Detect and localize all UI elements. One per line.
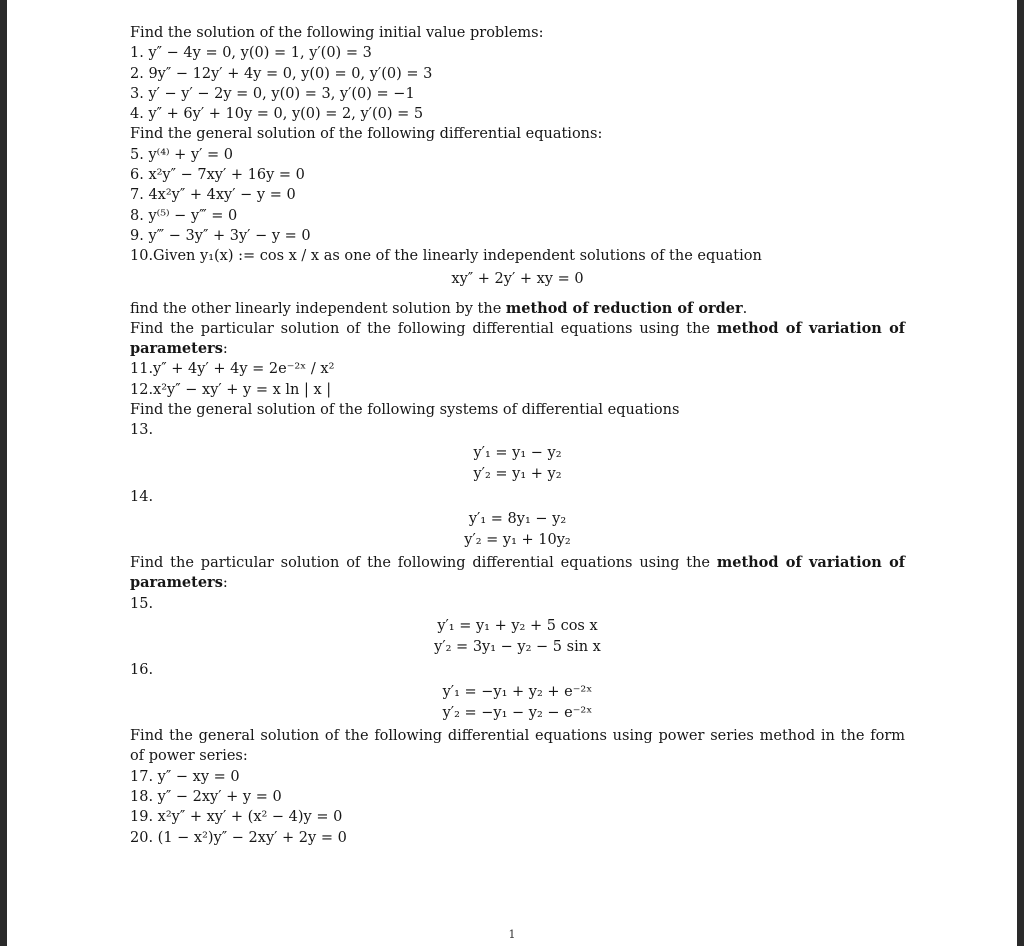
document-page [130, 23, 905, 848]
problem-5: 5. y⁽⁴⁾ + y′ = 0 [130, 146, 234, 163]
right-page-edge [1017, 0, 1024, 946]
problem-19: 19. x²y″ + xy′ + (x² − 4)y = 0 [130, 809, 343, 826]
problem-3: 3. y′ − y′ − 2y = 0, y(0) = 3, y′(0) = −1 [130, 85, 415, 102]
problem-14-equation-1: y′₁ = 8y₁ − y₂ [468, 510, 567, 527]
variation-of-parameters-emphasis: method of variation of parameters [130, 319, 906, 358]
intro-vop-text: Find the particular solution of the following differential equations using the [130, 320, 710, 337]
problem-2: 2. 9y″ − 12y′ + 4y = 0, y(0) = 0, y′(0) = 3 [130, 65, 433, 82]
problem-10-statement: 10.Given y₁(x) := cos x / x as one of the linearly independent solutions of the equation [130, 248, 762, 265]
problem-16-label: 16. [130, 661, 154, 678]
problem-14-label: 14. [130, 488, 154, 505]
reduction-of-order-emphasis: method of reduction of order [505, 299, 743, 317]
problem-16-equation-2: y′₂ = −y₁ − y₂ − e⁻²ˣ [442, 705, 593, 722]
problem-1: 1. y″ − 4y = 0, y(0) = 1, y′(0) = 3 [130, 45, 372, 62]
problem-13-label: 13. [130, 422, 154, 439]
problem-8: 8. y⁽⁵⁾ − y‴ = 0 [130, 207, 238, 224]
problem-14-equation-2: y′₂ = y₁ + 10y₂ [464, 531, 571, 548]
problem-16-system [130, 680, 905, 726]
variation-of-parameters-emphasis-2: method of variation of parameters [130, 553, 906, 592]
problem-15-equation-2: y′₂ = 3y₁ − y₂ − 5 sin x [434, 638, 601, 655]
problem-10-period: . [742, 300, 748, 317]
problem-16-equation-1: y′₁ = −y₁ + y₂ + e⁻²ˣ [442, 684, 593, 701]
left-page-edge [0, 0, 7, 946]
problem-9: 9. y‴ − 3y″ + 3y′ − y = 0 [130, 227, 311, 244]
intro-variation-of-parameters-2 [130, 553, 905, 594]
intro-systems: Find the general solution of the following systems of differential equations [130, 402, 680, 419]
problem-7: 7. 4x²y″ + 4xy′ − y = 0 [130, 187, 296, 204]
problem-10-instruction-text: find the other linearly independent solution by the [130, 300, 502, 317]
problem-18: 18. y″ − 2xy′ + y = 0 [130, 789, 282, 806]
problem-17: 17. y″ − xy = 0 [130, 768, 240, 785]
problem-6: 6. x²y″ − 7xy′ + 16y = 0 [130, 167, 305, 184]
intro-initial-value-problems: Find the solution of the following initial value problems: [130, 25, 544, 41]
problem-15-equation-1: y′₁ = y₁ + y₂ + 5 cos x [437, 617, 598, 634]
problem-11: 11.y″ + 4y′ + 4y = 2e⁻²ˣ / x² [130, 361, 335, 378]
intro-vop2-text: Find the particular solution of the following differential equations using the [130, 554, 710, 571]
problem-14-system [130, 507, 905, 553]
problem-4: 4. y″ + 6y′ + 10y = 0, y(0) = 2, y′(0) = 5 [130, 106, 424, 123]
problem-15-system [130, 614, 905, 660]
page-number: 1 [508, 928, 516, 941]
problem-20: 20. (1 − x²)y″ − 2xy′ + 2y = 0 [130, 829, 347, 846]
intro-general-solution: Find the general solution of the following differential equations: [130, 126, 603, 143]
intro-vop-colon: : [222, 341, 228, 358]
intro-power-series: Find the general solution of the following differential equations using power series method in the form of power series: [130, 728, 905, 765]
problem-10-instruction [130, 299, 905, 319]
problem-10-equation: xy″ + 2y′ + xy = 0 [451, 270, 584, 287]
intro-vop2-colon: : [222, 575, 228, 592]
problem-13-system [130, 441, 905, 487]
problem-15-label: 15. [130, 595, 154, 612]
problem-13-equation-2: y′₂ = y₁ + y₂ [473, 465, 562, 482]
problem-13-equation-1: y′₁ = y₁ − y₂ [473, 444, 562, 461]
problem-12: 12.x²y″ − xy′ + y = x ln | x | [130, 381, 332, 398]
intro-variation-of-parameters [130, 319, 905, 360]
